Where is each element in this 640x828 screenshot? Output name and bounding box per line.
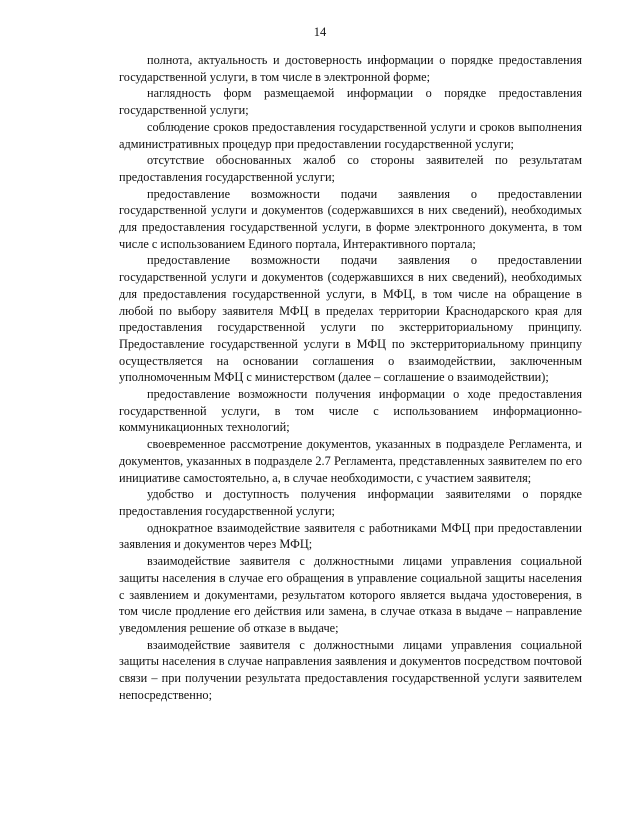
paragraph: взаимодействие заявителя с должностными лицами управления социальной защиты населения в случае его обращения в управление социальной защиты населения с заявлением и документами, результатом которого является выдача удостоверения, в том числе продление его действия или замена, в случае отказа в выдаче – направление уведомления решение об отказе в выдаче;: [119, 554, 582, 635]
paragraph: отсутствие обоснованных жалоб со стороны заявителей по результатам предоставления государственной услуги;: [119, 153, 582, 184]
paragraph: предоставление возможности получения информации о ходе предоставления государственной услуги, в том числе с использованием информационно-коммуникационных технологий;: [119, 387, 582, 435]
paragraph: предоставление возможности подачи заявления о предоставлении государственной услуги и документов (содержавшихся в них сведений), необходимых для предоставления государственной услуги, в МФЦ, в том числе на обращение в любой по выбору заявителя МФЦ в пределах территории Краснодарского края для предоставления государственной услуги по экстерриториальному принципу. Предоставление государственной услуги в МФЦ по экстерриториальному принципу осуществляется на основании соглашения о взаимодействии, заключенным уполномоченным МФЦ с министерством (далее – соглашение о взаимодействии);: [119, 253, 582, 385]
paragraph: взаимодействие заявителя с должностными лицами управления социальной защиты населения в случае направления заявления и документов посредством почтовой связи – при получении результата предоставления государственной услуги заявителем непосредственно;: [119, 637, 582, 702]
paragraph: однократное взаимодействие заявителя с работниками МФЦ при предоставлении заявления и документов через МФЦ;: [119, 520, 582, 552]
paragraph: удобство и доступность получения информации заявителями о порядке предоставления государственной услуги;: [119, 487, 582, 518]
paragraph: предоставление возможности подачи заявления о предоставлении государственной услуги и документов (содержавшихся в них сведений), необходимых для предоставления государственной услуги, в форме электронного документа, в том числе с использованием Единого портала, Интерактивного портала;: [119, 186, 582, 251]
paragraph: полнота, актуальность и достоверность информации о порядке предоставления государственной услуги, в том числе в электронной форме;: [119, 53, 582, 84]
paragraph: соблюдение сроков предоставления государственной услуги и сроков выполнения административных процедур при предоставлении государственной услуги;: [119, 119, 582, 151]
paragraph: своевременное рассмотрение документов, указанных в подразделе Регламента, и документов, указанных в подразделе 2.7 Регламента, представленных заявителем по его инициативе самостоятельно, а, в случае необходимости, с участием заявителя;: [119, 437, 582, 485]
body-text: [119, 52, 582, 703]
page-number: 14: [313, 25, 327, 39]
paragraph: наглядность форм размещаемой информации о порядке предоставления государственной услуги;: [119, 86, 582, 118]
